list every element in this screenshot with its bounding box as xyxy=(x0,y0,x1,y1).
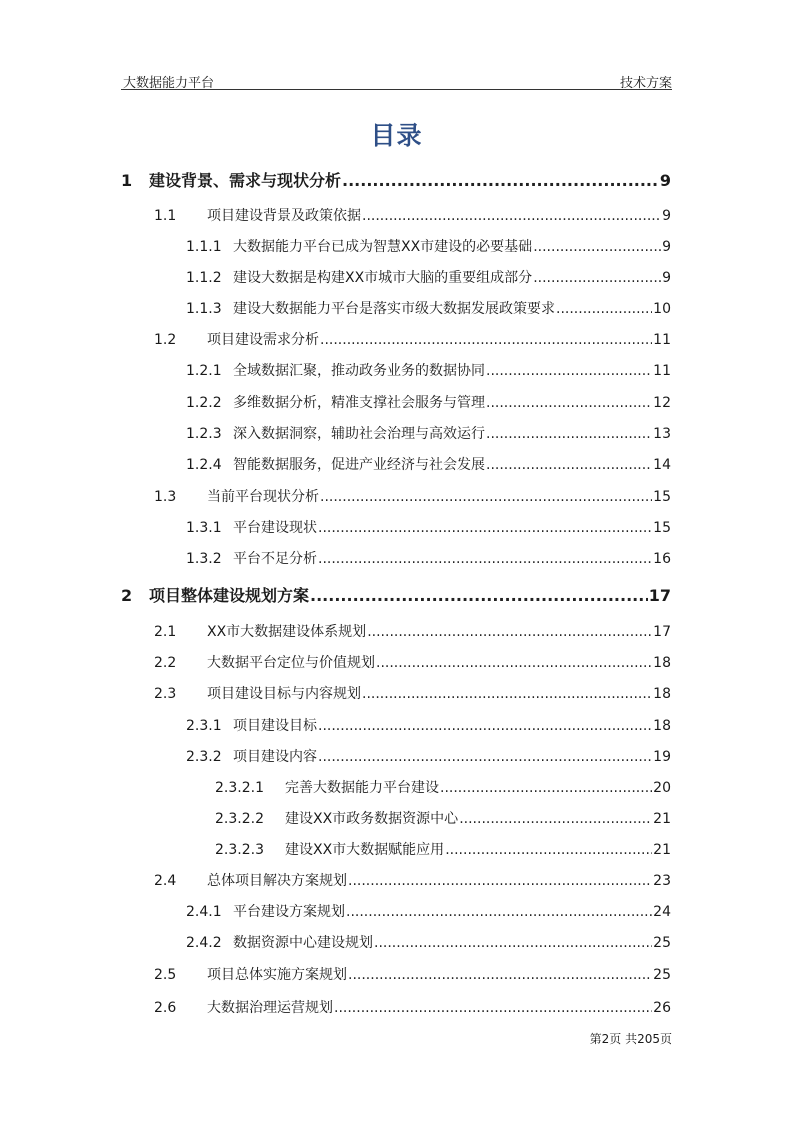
toc-leader-dots xyxy=(318,718,652,734)
toc-entry[interactable] xyxy=(186,454,671,474)
toc-entry[interactable] xyxy=(186,423,671,443)
toc-leader-dots xyxy=(362,686,652,702)
toc-entry[interactable] xyxy=(186,236,671,256)
toc-entry-page: 9 xyxy=(662,270,671,286)
toc-entry-page: 18 xyxy=(653,718,671,734)
toc-leader-dots xyxy=(318,551,652,567)
toc-entry-number: 1.1.1 xyxy=(186,239,222,255)
toc-entry-title: 大数据能力平台已成为智慧XX市建设的必要基础 xyxy=(233,239,533,255)
toc-leader-dots xyxy=(348,873,652,889)
toc-leader-dots xyxy=(445,842,652,858)
toc-leader-dots xyxy=(459,811,652,827)
toc-leader-dots xyxy=(310,586,648,605)
toc-leader-dots xyxy=(486,457,652,473)
toc-entry-title: 项目整体建设规划方案 xyxy=(149,586,310,605)
toc-entry[interactable] xyxy=(186,746,671,766)
toc-entry-title: 建设背景、需求与现状分析 xyxy=(149,171,342,190)
toc-entry[interactable] xyxy=(186,360,671,380)
toc-leader-dots xyxy=(334,1000,652,1016)
toc-entry-page: 14 xyxy=(653,457,671,473)
toc-leader-dots xyxy=(362,208,661,224)
toc-entry-number: 1.2.2 xyxy=(186,395,222,411)
toc-entry[interactable] xyxy=(186,517,671,537)
toc-entry-page: 21 xyxy=(653,842,671,858)
toc-entry-title: XX市大数据建设体系规划 xyxy=(207,624,367,640)
toc-entry[interactable] xyxy=(154,329,671,349)
toc-entry[interactable] xyxy=(121,168,671,191)
toc-entry[interactable] xyxy=(186,298,671,318)
toc-entry-number: 1.3.1 xyxy=(186,520,222,536)
toc-leader-dots xyxy=(486,395,652,411)
toc-entry[interactable] xyxy=(154,683,671,703)
toc-entry[interactable] xyxy=(154,652,671,672)
toc-entry-title: 大数据平台定位与价值规划 xyxy=(207,655,375,671)
toc-entry-page: 18 xyxy=(653,655,671,671)
toc-leader-dots xyxy=(318,749,652,765)
toc-entry-page: 16 xyxy=(653,551,671,567)
toc-entry-title: 大数据治理运营规划 xyxy=(207,1000,333,1016)
toc-entry-title: 深入数据洞察，辅助社会治理与高效运行 xyxy=(233,426,485,442)
toc-entry-title: 建设XX市政务数据资源中心 xyxy=(285,811,459,827)
toc-entry-title: 项目建设背景及政策依据 xyxy=(207,208,361,224)
toc-entry-title: 智能数据服务，促进产业经济与社会发展 xyxy=(233,457,485,473)
toc-entry-title: 项目建设内容 xyxy=(233,749,317,765)
toc-entry-title: 平台建设现状 xyxy=(233,520,317,536)
toc-entry-number: 1.2 xyxy=(154,332,177,348)
toc-entry-title: 平台建设方案规划 xyxy=(233,904,345,920)
toc-entry[interactable] xyxy=(186,267,671,287)
toc-entry[interactable] xyxy=(186,932,671,952)
toc-entry-title: 数据资源中心建设规划 xyxy=(233,935,373,951)
page-footer: 第2页 共205页 xyxy=(589,1032,672,1046)
toc-entry[interactable] xyxy=(215,777,671,797)
toc-leader-dots xyxy=(533,270,661,286)
toc-entry-page: 12 xyxy=(653,395,671,411)
toc-entry-number: 1.1.3 xyxy=(186,301,222,317)
toc-entry-page: 15 xyxy=(653,489,671,505)
toc-leader-dots xyxy=(342,171,659,190)
toc-leader-dots xyxy=(320,489,652,505)
toc-entry[interactable] xyxy=(154,964,671,984)
toc-entry-page: 9 xyxy=(662,208,671,224)
toc-entry-title: 建设大数据能力平台是落实市级大数据发展政策要求 xyxy=(233,301,555,317)
toc-entry-page: 11 xyxy=(653,363,671,379)
toc-entry-title: 项目建设需求分析 xyxy=(207,332,319,348)
toc-entry-page: 20 xyxy=(653,780,671,796)
toc-entry-number: 2.3.2.2 xyxy=(215,811,264,827)
toc-entry[interactable] xyxy=(186,392,671,412)
toc-entry[interactable] xyxy=(186,548,671,568)
toc-entry-number: 2.3.2 xyxy=(186,749,222,765)
toc-entry-number: 2.6 xyxy=(154,1000,177,1016)
toc-entry-number: 1.3.2 xyxy=(186,551,222,567)
toc-entry-number: 2.2 xyxy=(154,655,177,671)
toc-entry[interactable] xyxy=(215,839,671,859)
toc-leader-dots xyxy=(318,520,652,536)
toc-leader-dots xyxy=(533,239,661,255)
toc-entry-number: 1.2.4 xyxy=(186,457,222,473)
toc-entry-page: 24 xyxy=(653,904,671,920)
toc-entry-number: 2.3 xyxy=(154,686,177,702)
toc-entry-number: 1.2.1 xyxy=(186,363,222,379)
toc-entry-number: 2.3.2.1 xyxy=(215,780,264,796)
toc-entry-page: 25 xyxy=(653,967,671,983)
toc-entry-title: 项目总体实施方案规划 xyxy=(207,967,347,983)
toc-entry-number: 2.4.1 xyxy=(186,904,222,920)
toc-entry[interactable] xyxy=(154,205,671,225)
header-doc-name: 大数据能力平台 xyxy=(123,76,215,91)
toc-entry-title: 多维数据分析，精准支撑社会服务与管理 xyxy=(233,395,485,411)
toc-leader-dots xyxy=(367,624,652,640)
toc-entry-number: 2.4 xyxy=(154,873,177,889)
toc-entry-page: 9 xyxy=(659,171,671,190)
toc-entry-page: 13 xyxy=(653,426,671,442)
toc-entry-number: 2.1 xyxy=(154,624,177,640)
toc-entry[interactable] xyxy=(154,997,671,1017)
toc-entry-number: 1.1.2 xyxy=(186,270,222,286)
toc-leader-dots xyxy=(486,363,652,379)
toc-entry-page: 11 xyxy=(653,332,671,348)
toc-entry[interactable] xyxy=(154,486,671,506)
toc-entry[interactable] xyxy=(215,808,671,828)
toc-entry[interactable] xyxy=(154,870,671,890)
toc-entry[interactable] xyxy=(121,583,671,606)
toc-leader-dots xyxy=(374,935,652,951)
toc-entry[interactable] xyxy=(186,715,671,735)
toc-entry-number: 2.4.2 xyxy=(186,935,222,951)
toc-leader-dots xyxy=(376,655,652,671)
toc-entry-title: 项目建设目标与内容规划 xyxy=(207,686,361,702)
toc-entry-page: 9 xyxy=(662,239,671,255)
header-doc-type: 技术方案 xyxy=(619,76,672,91)
toc-entry-title: 平台不足分析 xyxy=(233,551,317,567)
toc-entry-page: 23 xyxy=(653,873,671,889)
toc-leader-dots xyxy=(346,904,652,920)
toc-entry-title: 项目建设目标 xyxy=(233,718,317,734)
toc-entry-title: 建设大数据是构建XX市城市大脑的重要组成部分 xyxy=(233,270,533,286)
page-header xyxy=(121,69,672,90)
toc-entry-number: 2.3.1 xyxy=(186,718,222,734)
toc-entry-page: 21 xyxy=(653,811,671,827)
toc-entry-title: 当前平台现状分析 xyxy=(207,489,319,505)
toc-entry-title: 建设XX市大数据赋能应用 xyxy=(285,842,445,858)
toc-entry-page: 10 xyxy=(653,301,671,317)
toc-entry-number: 2.5 xyxy=(154,967,177,983)
toc-leader-dots xyxy=(486,426,652,442)
toc-entry-page: 17 xyxy=(648,586,671,605)
toc-entry-page: 15 xyxy=(653,520,671,536)
toc-leader-dots xyxy=(320,332,652,348)
toc-entry-page: 18 xyxy=(653,686,671,702)
toc-entry[interactable] xyxy=(186,901,671,921)
toc-entry-number: 1.3 xyxy=(154,489,177,505)
toc-entry-number: 1.1 xyxy=(154,208,177,224)
toc-entry-number: 1 xyxy=(121,171,133,190)
toc-entry-number: 2 xyxy=(121,586,133,605)
toc-entry-title: 全域数据汇聚，推动政务业务的数据协同 xyxy=(233,363,485,379)
toc-entry-page: 19 xyxy=(653,749,671,765)
toc-entry-page: 17 xyxy=(653,624,671,640)
toc-title: 目录 xyxy=(370,121,423,150)
toc-leader-dots xyxy=(556,301,652,317)
toc-entry-page: 26 xyxy=(653,1000,671,1016)
toc-leader-dots xyxy=(440,780,652,796)
toc-entry-number: 1.2.3 xyxy=(186,426,222,442)
toc-entry-title: 完善大数据能力平台建设 xyxy=(285,780,439,796)
toc-entry[interactable] xyxy=(154,621,671,641)
toc-entry-number: 2.3.2.3 xyxy=(215,842,264,858)
toc-entry-title: 总体项目解决方案规划 xyxy=(207,873,347,889)
toc-leader-dots xyxy=(348,967,652,983)
toc-entry-page: 25 xyxy=(653,935,671,951)
